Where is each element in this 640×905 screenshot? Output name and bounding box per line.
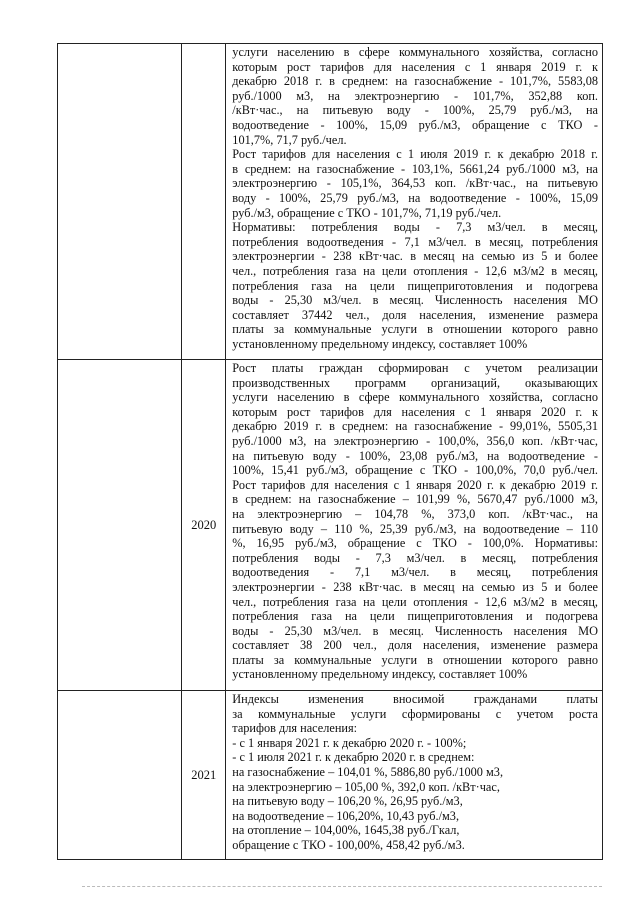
text-line: на отопление – 104,00%, 1645,38 руб./Гкал, — [232, 823, 460, 838]
year-cell: 2020 — [182, 360, 226, 691]
text-line: потребления газа на цели пищеприготовления и подогрева — [232, 278, 598, 293]
text-line: электроэнергии - 238 кВт·час. в месяц на семью из 5 и более — [232, 249, 598, 264]
table-row — [58, 360, 603, 691]
text-line: руб./1000 м3, на электроэнергию - 101,7%, 352,88 коп. — [232, 88, 598, 103]
table-row — [58, 691, 603, 860]
text-line: чел., потребления газа на цели отопления - 12,6 м3/м2 в месяц, — [232, 594, 598, 609]
description-cell — [226, 44, 603, 360]
description-cell — [226, 360, 603, 691]
text-line: за коммунальные услуги сформированы с учетом роста — [232, 706, 598, 721]
text-line: - с 1 июля 2021 г. к декабрю 2020 г. в среднем: — [232, 750, 475, 765]
text-line: составляет 38 200 чел., доля населения, изменение размера — [232, 638, 598, 653]
text-line: услуги населению в сфере коммунального хозяйства, согласно — [232, 45, 598, 59]
text-line: руб./1000 м3, на электроэнергию - 100,0%, 356,0 коп. /кВт·час, — [232, 433, 598, 448]
text-line: воды - 25,30 м3/чел. в месяц. Численность населения МО — [232, 293, 598, 308]
text-line: платы за коммунальные услуги в отношении которого равно — [232, 322, 598, 337]
text-line: тарифов для населения: — [232, 721, 358, 736]
text-line: платы за коммунальные услуги в отношении которого равно — [232, 652, 598, 667]
blank-cell — [58, 691, 182, 860]
text-line: Рост тарифов для населения с 1 июля 2019 г. к декабрю 2018 г. — [232, 147, 598, 162]
text-line: Индексы изменения вносимой гражданами платы — [232, 692, 598, 706]
text-line: на электроэнергию – 105,00 %, 392,0 коп. /кВт·час, — [232, 779, 500, 794]
text-line: в среднем: на газоснабжение - 103,1%, 5661,24 руб./1000 м3, на — [232, 161, 598, 176]
blank-cell — [58, 360, 182, 691]
text-line: на электроэнергию – 104,78 %, 373,0 коп. /кВт·час., на — [232, 506, 598, 521]
text-line: декабрю 2018 г. в среднем: на газоснабжение - 101,7%, 5583,08 — [232, 74, 598, 89]
text-line: чел., потребления газа на цели отопления - 12,6 м3/м2 в месяц, — [232, 263, 598, 278]
text-line: Нормативы: потребления воды - 7,3 м3/чел. в месяц, — [232, 220, 598, 235]
text-line: водоотведения - 7,1 м3/чел. в месяц, потребления — [232, 565, 598, 580]
text-line: на питьевую воду - 100%, 23,08 руб./м3, на водоотведение - — [232, 448, 598, 463]
text-line: в среднем: на газоснабжение – 101,99 %, 5670,47 руб./1000 м3, — [232, 492, 598, 507]
text-line: декабрю 2019 г. в среднем: на газоснабжение - 99,01%, 5505,31 — [232, 419, 598, 434]
text-line: %, 16,95 руб./м3, обращение с ТКО - 100,0%. Нормативы: — [232, 536, 598, 551]
text-line: воды - 25,30 м3/чел. в месяц. Численность населения МО — [232, 623, 598, 638]
text-line: которым рост тарифов для населения с 1 января 2019 г. к — [232, 59, 598, 74]
table-row — [58, 44, 603, 360]
text-line: производственных программ организаций, оказывающих — [232, 375, 598, 390]
text-line: 101,7%, 71,7 руб./чел. — [232, 132, 347, 147]
text-line: воду - 100%, 25,79 руб./м3, на водоотведение - 100%, 15,09 — [232, 190, 598, 205]
text-line: питьевую воду – 110 %, 25,39 руб./м3, на водоотведение – 110 — [232, 521, 598, 536]
text-line: - с 1 января 2021 г. к декабрю 2020 г. - 100%; — [232, 735, 467, 750]
text-line: на питьевую воду – 106,20 %, 26,95 руб./м3, — [232, 794, 463, 809]
bottom-scan-edge — [82, 886, 602, 888]
year-cell — [182, 44, 226, 360]
text-line: обращение с ТКО - 100,00%, 458,42 руб./м3. — [232, 837, 465, 852]
text-line: потребления водоотведения - 7,1 м3/чел. в месяц, потребления — [232, 234, 598, 249]
text-line: 100%, 15,41 руб./м3, обращение с ТКО - 100,0%, 70,0 руб./чел. — [232, 463, 598, 478]
year-cell: 2021 — [182, 691, 226, 860]
description-cell — [226, 691, 603, 860]
text-line: составляет 37442 чел., доля населения, изменение размера — [232, 307, 598, 322]
text-line: Рост платы граждан сформирован с учетом реализации — [232, 361, 598, 375]
text-line: руб./м3, обращение с ТКО - 101,7%, 71,19 руб./чел. — [232, 205, 502, 220]
text-line: электроэнергию - 105,1%, 364,53 коп. /кВт·час., на питьевую — [232, 176, 598, 191]
text-line: потребления воды - 7,3 м3/чел. в месяц, потребления — [232, 550, 598, 565]
tariff-table — [57, 43, 603, 860]
text-line: которым рост тарифов для населения с 1 января 2020 г. к — [232, 404, 598, 419]
text-line: /кВт·час., на питьевую воду - 100%, 25,79 руб./м3, на — [232, 103, 598, 118]
text-line: водоотведение - 100%, 15,09 руб./м3, обращение с ТКО - — [232, 117, 598, 132]
text-line: на водоотведение – 106,20%, 10,43 руб./м3, — [232, 808, 460, 823]
text-line: потребления газа на цели пищеприготовления и подогрева — [232, 609, 598, 624]
text-line: установленному предельному индексу, составляет 100% — [232, 336, 528, 351]
text-line: установленному предельному индексу, составляет 100% — [232, 667, 528, 682]
text-line: на газоснабжение – 104,01 %, 5886,80 руб./1000 м3, — [232, 764, 504, 779]
text-line: электроэнергии - 238 кВт·час. в месяц на семью из 5 и более — [232, 579, 598, 594]
blank-cell — [58, 44, 182, 360]
text-line: Рост тарифов для населения с 1 января 2020 г. к декабрю 2019 г. — [232, 477, 598, 492]
text-line: услуги населению в сфере коммунального хозяйства, согласно — [232, 390, 598, 405]
